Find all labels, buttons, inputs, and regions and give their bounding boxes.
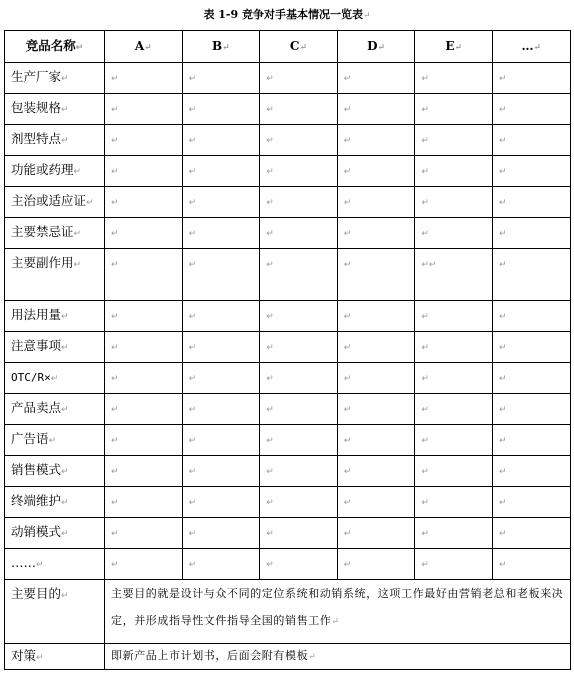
paragraph-mark-icon: ↵	[266, 105, 274, 115]
paragraph-mark-icon: ↵	[266, 529, 274, 539]
paragraph-mark-icon: ↵	[111, 167, 119, 177]
table-caption	[0, 6, 574, 22]
table-cell	[260, 156, 338, 187]
table-cell	[105, 363, 183, 394]
row-label: 功能或药理↵	[5, 156, 105, 187]
table-cell	[337, 487, 415, 518]
competitor-table	[4, 30, 571, 670]
table-row	[5, 63, 571, 94]
table-cell	[415, 187, 493, 218]
table-row	[5, 125, 571, 156]
table-cell	[492, 187, 570, 218]
paragraph-mark-icon: ↵	[421, 198, 429, 208]
table-cell	[415, 363, 493, 394]
table-row	[5, 156, 571, 187]
table-cell	[337, 249, 415, 301]
table-cell	[415, 487, 493, 518]
table-cell	[105, 94, 183, 125]
table-cell	[105, 63, 183, 94]
paragraph-mark-icon: ↵	[266, 436, 274, 446]
table-row	[5, 187, 571, 218]
table-cell	[182, 394, 260, 425]
paragraph-mark-icon: ↵	[61, 498, 69, 508]
table-row	[5, 332, 571, 363]
table-cell	[337, 394, 415, 425]
paragraph-mark-icon: ↵	[266, 467, 274, 477]
paragraph-mark-icon: ↵	[498, 436, 507, 446]
paragraph-mark-icon: ↵	[343, 405, 352, 415]
table-cell	[337, 63, 415, 94]
row-label: 终端维护↵	[5, 487, 105, 518]
paragraph-mark-icon: ↵	[188, 374, 197, 384]
paragraph-mark-icon: ↵	[498, 374, 507, 384]
paragraph-mark-icon: ↵	[343, 529, 352, 539]
table-cell	[492, 125, 570, 156]
table-cell	[492, 332, 570, 363]
paragraph-mark-icon: ↵	[61, 405, 69, 415]
table-cell	[182, 487, 260, 518]
goal-row	[5, 580, 571, 644]
paragraph-mark-icon: ↵	[73, 229, 82, 239]
paragraph-mark-icon: ↵	[498, 136, 507, 146]
table-row	[5, 218, 571, 249]
paragraph-mark-icon: ↵	[343, 467, 352, 477]
paragraph-mark-icon: ↵	[421, 312, 429, 322]
paragraph-mark-icon: ↵	[498, 529, 507, 539]
paragraph-mark-icon: ↵	[421, 467, 429, 477]
paragraph-mark-icon: ↵	[498, 260, 507, 270]
paragraph-mark-icon: ↵	[266, 312, 274, 322]
table-cell	[415, 156, 493, 187]
paragraph-mark-icon: ↵	[188, 198, 197, 208]
table-cell	[105, 249, 183, 301]
table-cell	[337, 518, 415, 549]
table-cell	[182, 549, 260, 580]
paragraph-mark-icon: ↵	[343, 343, 352, 353]
table-cell	[337, 218, 415, 249]
table-cell	[492, 394, 570, 425]
row-label: 主要副作用↵	[5, 249, 105, 301]
table-cell	[492, 63, 570, 94]
table-cell	[337, 301, 415, 332]
paragraph-mark-icon: ↵	[498, 312, 507, 322]
table-cell	[182, 125, 260, 156]
paragraph-mark-icon: ↵	[61, 529, 69, 539]
paragraph-mark-icon: ↵	[188, 529, 197, 539]
paragraph-mark-icon: ↵	[266, 560, 274, 570]
header-col-b: B↵	[182, 31, 260, 63]
table-cell	[182, 456, 260, 487]
paragraph-mark-icon: ↵	[266, 74, 274, 84]
paragraph-mark-icon: ↵	[188, 167, 197, 177]
table-cell	[415, 332, 493, 363]
paragraph-mark-icon: ↵	[421, 229, 429, 239]
paragraph-mark-icon: ↵	[61, 105, 69, 115]
paragraph-mark-icon: ↵	[343, 498, 352, 508]
paragraph-mark-icon: ↵	[343, 105, 352, 115]
paragraph-mark-icon: ↵	[343, 436, 352, 446]
table-cell	[260, 187, 338, 218]
table-cell	[105, 332, 183, 363]
paragraph-mark-icon: ↵	[363, 11, 371, 21]
paragraph-mark-icon: ↵	[343, 374, 352, 384]
paragraph-mark-icon: ↵	[188, 105, 197, 115]
paragraph-mark-icon: ↵	[111, 198, 119, 208]
paragraph-mark-icon: ↵	[111, 105, 119, 115]
paragraph-mark-icon: ↵	[498, 560, 507, 570]
table-cell	[492, 156, 570, 187]
paragraph-mark-icon: ↵	[428, 260, 437, 270]
paragraph-mark-icon: ↵	[343, 260, 352, 270]
table-cell	[182, 94, 260, 125]
paragraph-mark-icon: ↵	[111, 343, 119, 353]
row-label: 主要禁忌证↵	[5, 218, 105, 249]
paragraph-mark-icon: ↵	[498, 167, 507, 177]
table-cell	[105, 301, 183, 332]
row-label: 注意事项↵	[5, 332, 105, 363]
table-cell	[105, 218, 183, 249]
paragraph-mark-icon: ↵	[421, 260, 429, 270]
table-cell	[337, 156, 415, 187]
table-cell	[337, 187, 415, 218]
table-cell	[492, 518, 570, 549]
table-cell	[415, 394, 493, 425]
paragraph-mark-icon: ↵	[111, 374, 119, 384]
row-label: OTC/R×↵	[5, 363, 105, 394]
paragraph-mark-icon: ↵	[343, 74, 352, 84]
table-row	[5, 456, 571, 487]
table-cell	[337, 94, 415, 125]
table-cell	[492, 456, 570, 487]
table-cell	[260, 249, 338, 301]
paragraph-mark-icon: ↵	[111, 74, 119, 84]
table-cell	[260, 363, 338, 394]
paragraph-mark-icon: ↵	[111, 260, 119, 270]
paragraph-mark-icon: ↵	[266, 136, 274, 146]
table-cell	[105, 187, 183, 218]
table-row	[5, 518, 571, 549]
table-cell	[182, 518, 260, 549]
table-cell	[337, 332, 415, 363]
paragraph-mark-icon: ↵	[421, 374, 429, 384]
row-label: 动销模式↵	[5, 518, 105, 549]
paragraph-mark-icon: ↵	[498, 198, 507, 208]
table-cell	[337, 456, 415, 487]
paragraph-mark-icon: ↵	[343, 229, 352, 239]
table-cell	[415, 301, 493, 332]
row-label: 生产厂家↵	[5, 63, 105, 94]
table-cell	[182, 187, 260, 218]
table-cell	[492, 487, 570, 518]
paragraph-mark-icon: ↵	[266, 198, 274, 208]
paragraph-mark-icon: ↵	[188, 74, 197, 84]
paragraph-mark-icon: ↵	[61, 74, 69, 84]
table-cell	[105, 487, 183, 518]
paragraph-mark-icon: ↵	[73, 260, 82, 270]
table-cell	[105, 125, 183, 156]
row-label: 产品卖点↵	[5, 394, 105, 425]
row-label: ……↵	[5, 549, 105, 580]
table-cell	[492, 363, 570, 394]
paragraph-mark-icon: ↵	[421, 167, 429, 177]
table-row	[5, 249, 571, 301]
paragraph-mark-icon: ↵	[343, 136, 352, 146]
table-cell	[260, 518, 338, 549]
paragraph-mark-icon: ↵	[421, 529, 429, 539]
table-cell	[105, 518, 183, 549]
paragraph-mark-icon: ↵	[266, 167, 274, 177]
table-cell	[492, 549, 570, 580]
strategy-text: 即新产品上市计划书，后面会附有模板↵	[105, 644, 571, 670]
paragraph-mark-icon: ↵	[421, 436, 429, 446]
table-cell	[260, 425, 338, 456]
table-row	[5, 549, 571, 580]
header-col-more: …↵	[492, 31, 570, 63]
paragraph-mark-icon: ↵	[188, 136, 197, 146]
table-cell	[492, 301, 570, 332]
paragraph-mark-icon: ↵	[111, 467, 119, 477]
row-label: 主治或适应证↵	[5, 187, 105, 218]
paragraph-mark-icon: ↵	[86, 198, 94, 208]
table-cell	[105, 394, 183, 425]
paragraph-mark-icon: ↵	[111, 560, 119, 570]
paragraph-mark-icon: ↵	[498, 74, 507, 84]
table-row	[5, 394, 571, 425]
paragraph-mark-icon: ↵	[421, 105, 429, 115]
paragraph-mark-icon: ↵	[61, 136, 69, 146]
table-row	[5, 94, 571, 125]
table-row	[5, 425, 571, 456]
paragraph-mark-icon: ↵	[188, 260, 197, 270]
table-cell	[260, 218, 338, 249]
table-cell	[105, 425, 183, 456]
paragraph-mark-icon: ↵	[343, 312, 352, 322]
table-cell	[415, 125, 493, 156]
table-cell	[260, 125, 338, 156]
paragraph-mark-icon: ↵	[188, 229, 197, 239]
strategy-label: 对策↵	[5, 644, 105, 670]
table-cell	[260, 394, 338, 425]
caption-text: 表 1-9 竞争对手基本情况一览表	[203, 8, 363, 21]
paragraph-mark-icon: ↵	[188, 560, 197, 570]
table-cell	[337, 549, 415, 580]
row-label: 用法用量↵	[5, 301, 105, 332]
table-cell	[415, 218, 493, 249]
header-col-a: A↵	[105, 31, 183, 63]
table-cell	[182, 363, 260, 394]
table-cell	[105, 156, 183, 187]
paragraph-mark-icon: ↵	[421, 405, 429, 415]
row-label: 剂型特点↵	[5, 125, 105, 156]
table-cell	[492, 249, 570, 301]
header-col-e: E↵	[415, 31, 493, 63]
paragraph-mark-icon: ↵	[188, 312, 197, 322]
paragraph-mark-icon: ↵	[61, 467, 69, 477]
table-cell	[182, 425, 260, 456]
paragraph-mark-icon: ↵	[50, 374, 59, 384]
table-cell	[260, 63, 338, 94]
table-cell	[415, 94, 493, 125]
table-cell	[415, 425, 493, 456]
paragraph-mark-icon: ↵	[266, 260, 274, 270]
goal-text: 主要目的就是设计与众不同的定位系统和动销系统，这项工作最好由营销老总和老板来决定，并形成指导性文件指导全国的销售工作↵	[105, 580, 571, 644]
paragraph-mark-icon: ↵	[266, 405, 274, 415]
paragraph-mark-icon: ↵	[498, 105, 507, 115]
paragraph-mark-icon: ↵	[111, 498, 119, 508]
table-cell	[260, 549, 338, 580]
strategy-row	[5, 644, 571, 670]
table-cell	[415, 456, 493, 487]
paragraph-mark-icon: ↵	[343, 560, 352, 570]
paragraph-mark-icon: ↵	[48, 436, 57, 446]
table-cell	[182, 156, 260, 187]
paragraph-mark-icon: ↵	[421, 498, 429, 508]
table-cell	[492, 218, 570, 249]
paragraph-mark-icon: ↵	[111, 229, 119, 239]
paragraph-mark-icon: ↵	[421, 343, 429, 353]
table-cell	[182, 301, 260, 332]
paragraph-mark-icon: ↵	[343, 167, 352, 177]
paragraph-mark-icon: ↵	[73, 167, 82, 177]
paragraph-mark-icon: ↵	[421, 74, 429, 84]
paragraph-mark-icon: ↵	[498, 467, 507, 477]
table-row	[5, 487, 571, 518]
table-cell	[182, 63, 260, 94]
table-cell	[182, 218, 260, 249]
table-cell	[105, 456, 183, 487]
row-label: 包装规格↵	[5, 94, 105, 125]
table-cell	[260, 301, 338, 332]
paragraph-mark-icon: ↵	[266, 229, 274, 239]
header-product-name: 竞品名称↵	[5, 31, 105, 63]
paragraph-mark-icon: ↵	[188, 467, 197, 477]
paragraph-mark-icon: ↵	[188, 405, 197, 415]
table-cell	[492, 94, 570, 125]
paragraph-mark-icon: ↵	[498, 343, 507, 353]
table-cell	[182, 332, 260, 363]
table-cell	[415, 249, 493, 301]
row-label: 广告语↵	[5, 425, 105, 456]
paragraph-mark-icon: ↵	[266, 498, 274, 508]
paragraph-mark-icon: ↵	[498, 405, 507, 415]
paragraph-mark-icon: ↵	[36, 560, 44, 570]
table-cell	[105, 549, 183, 580]
table-row	[5, 301, 571, 332]
table-cell	[182, 249, 260, 301]
row-label: 销售模式↵	[5, 456, 105, 487]
table-cell	[337, 363, 415, 394]
paragraph-mark-icon: ↵	[188, 343, 197, 353]
paragraph-mark-icon: ↵	[421, 136, 429, 146]
paragraph-mark-icon: ↵	[111, 436, 119, 446]
paragraph-mark-icon: ↵	[61, 312, 69, 322]
paragraph-mark-icon: ↵	[188, 498, 197, 508]
table-cell	[492, 425, 570, 456]
table-cell	[260, 487, 338, 518]
table-cell	[337, 125, 415, 156]
paragraph-mark-icon: ↵	[61, 343, 69, 353]
table-cell	[260, 456, 338, 487]
paragraph-mark-icon: ↵	[111, 405, 119, 415]
paragraph-mark-icon: ↵	[266, 343, 274, 353]
table-cell	[260, 94, 338, 125]
header-col-c: C↵	[260, 31, 338, 63]
table-cell	[415, 63, 493, 94]
table-cell	[415, 518, 493, 549]
table-cell	[415, 549, 493, 580]
table-header-row	[5, 31, 571, 63]
paragraph-mark-icon: ↵	[498, 229, 507, 239]
header-col-d: D↵	[337, 31, 415, 63]
table-cell	[260, 332, 338, 363]
paragraph-mark-icon: ↵	[498, 498, 507, 508]
table-cell	[337, 425, 415, 456]
paragraph-mark-icon: ↵	[111, 136, 119, 146]
goal-label: 主要目的↵	[5, 580, 105, 644]
paragraph-mark-icon: ↵	[343, 198, 352, 208]
table-row	[5, 363, 571, 394]
paragraph-mark-icon: ↵	[111, 529, 119, 539]
paragraph-mark-icon: ↵	[188, 436, 197, 446]
paragraph-mark-icon: ↵	[421, 560, 429, 570]
paragraph-mark-icon: ↵	[266, 374, 274, 384]
paragraph-mark-icon: ↵	[111, 312, 119, 322]
